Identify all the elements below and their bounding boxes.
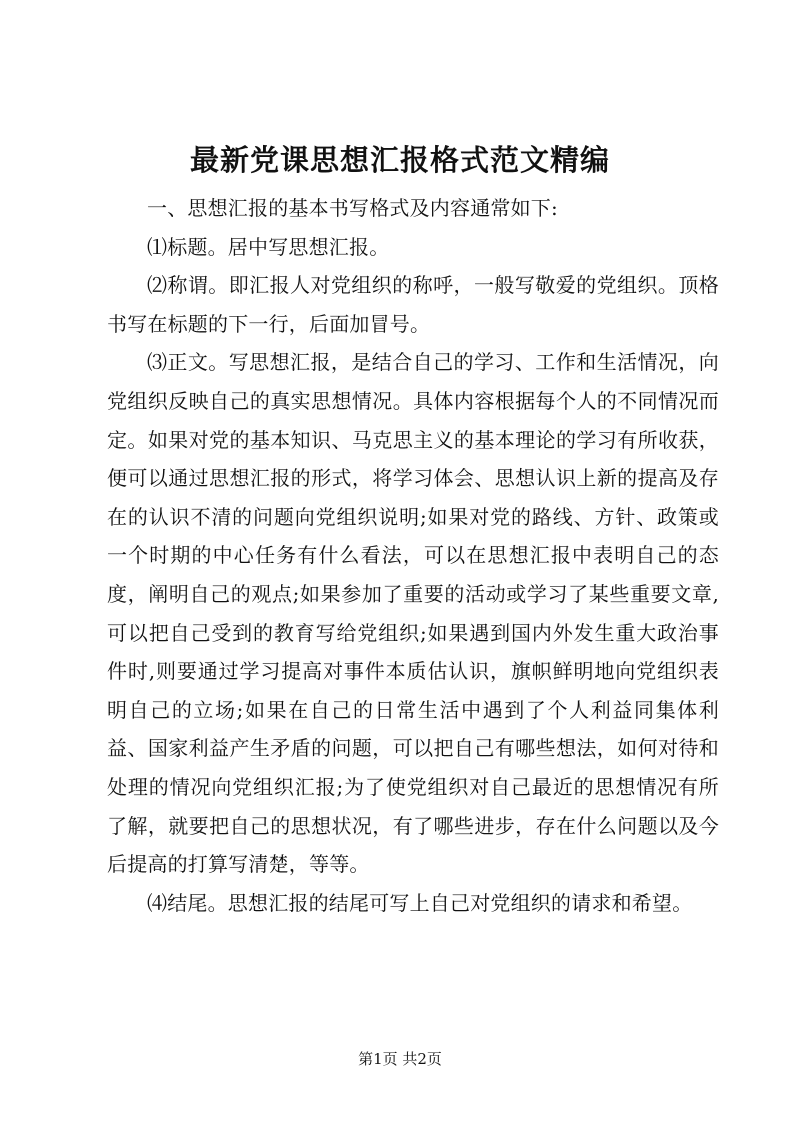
paragraph-body-rule: ⑶正文。写思想汇报，是结合自己的学习、工作和生活情况，向党组织反映自己的真实思想情况。具体内容根据每个人的不同情况而定。如果对党的基本知识、马克思主义的基本理论的学习有所收获，便可以通过思想汇报的形式，将学习体会、思想认识上新的提高及存在的认识不清的问题向党组织说明;如果对党的路线、方针、政策或一个时期的中心任务有什么看法，可以在思想汇报中表明自己的态度，阐明自己的观点;如果参加了重要的活动或学习了某些重要文章,可以把自己受到的教育写给党组织;如果遇到国内外发生重大政治事件时,则要通过学习提高对事件本质估认识，旗帜鲜明地向党组织表明自己的立场;如果在自己的日常生活中遇到了个人利益同集体利益、国家利益产生矛盾的问题，可以把自己有哪些想法，如何对待和处理的情况向党组织汇报;为了使党组织对自己最近的思想情况有所了解，就要把自己的思想状况，有了哪些进步，存在什么问题以及今后提高的打算写清楚，等等。	[107, 350, 719, 877]
document-title: 最新党课思想汇报格式范文精编	[189, 143, 610, 177]
document-body	[107, 189, 719, 922]
paragraph-ending-rule: ⑷结尾。思想汇报的结尾可写上自己对党组织的请求和希望。	[147, 890, 693, 915]
page-number-footer: 第1页 共2页	[358, 1050, 442, 1068]
paragraph-salutation-rule: ⑵称谓。即汇报人对党组织的称呼，一般写敬爱的党组织。顶格书写在标题的下一行，后面加冒号。	[107, 273, 719, 336]
paragraph-intro: 一、思想汇报的基本书写格式及内容通常如下:	[147, 196, 558, 220]
paragraph-title-rule: ⑴标题。居中写思想汇报。	[147, 234, 390, 259]
